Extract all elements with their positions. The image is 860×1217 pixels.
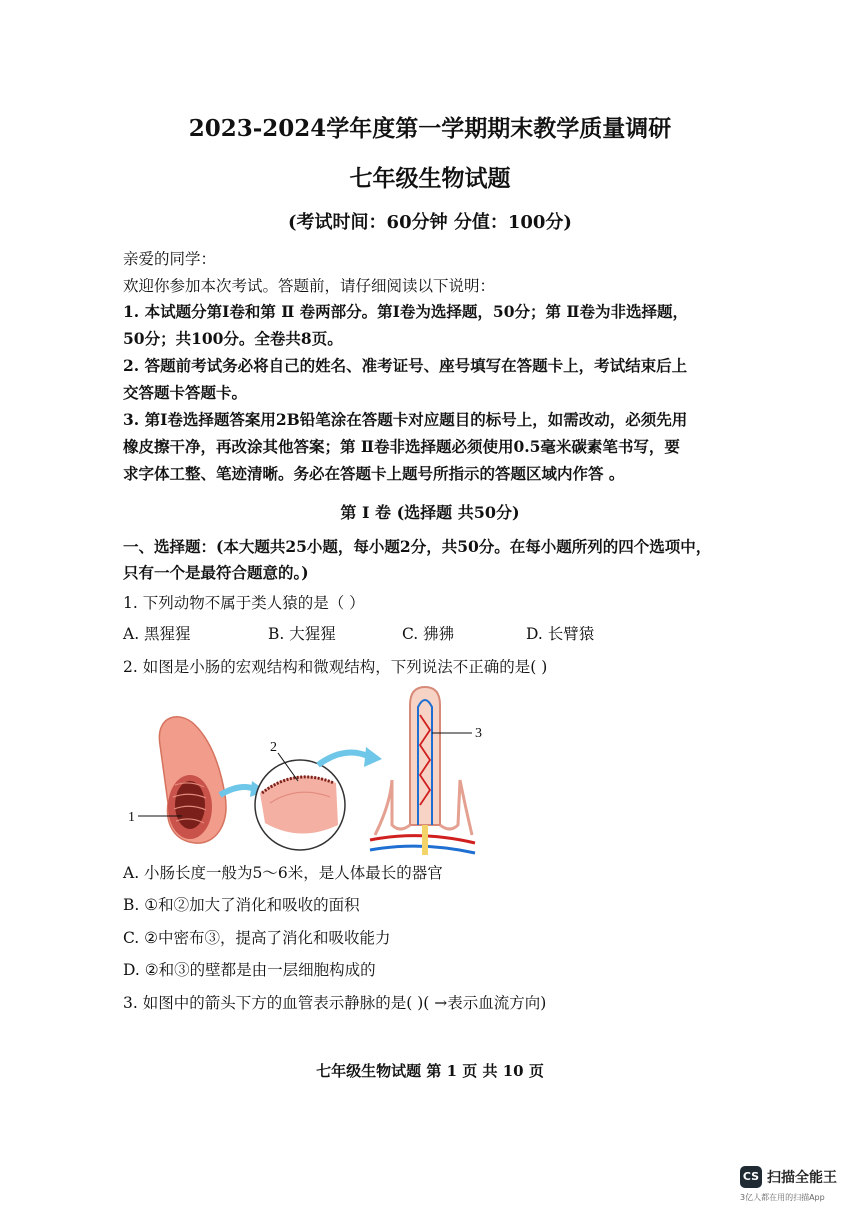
- watermark-tagline: 3亿人都在用的扫描App: [740, 1193, 825, 1202]
- arrow-2-icon: [318, 753, 370, 766]
- instruction-2-line-2: 交答题卡答题卡。: [123, 383, 248, 402]
- question-2-option-d: D. ②和③的壁都是由一层细胞构成的: [123, 961, 376, 979]
- magnified-fold: [255, 760, 345, 850]
- exam-title: 2023-2024学年度第一学期期末教学质量调研: [188, 115, 672, 142]
- watermark-name: 扫描全能王: [767, 1170, 837, 1186]
- exam-subtitle: 七年级生物试题: [349, 165, 511, 192]
- instruction-1-line-1: 1. 本试题分第Ⅰ卷和第 Ⅱ 卷两部分。第Ⅰ卷为选择题，50分；第 Ⅱ卷为非选择题，: [123, 302, 688, 321]
- section-heading-line-2: 只有一个是最符合题意的。): [123, 563, 309, 582]
- exam-info: (考试时间：60分钟 分值：100分): [288, 212, 572, 233]
- figure-label-3: 3: [475, 726, 482, 741]
- question-1-option-d: D. 长臂猿: [526, 625, 595, 643]
- scanner-watermark: [740, 1166, 844, 1206]
- question-1-option-a: A. 黑猩猩: [123, 625, 191, 643]
- page-footer: 七年级生物试题 第 1 页 共 10 页: [316, 1062, 544, 1080]
- question-2-option-a: A. 小肠长度一般为5～6米，是人体最长的器官: [123, 864, 443, 882]
- villus: [370, 687, 475, 855]
- arrow-1-icon: [220, 787, 255, 795]
- question-1-stem: 1. 下列动物不属于类人猿的是（ ）: [123, 594, 365, 612]
- figure-label-1: 1: [128, 810, 135, 825]
- question-2-stem: 2. 如图是小肠的宏观结构和微观结构，下列说法不正确的是( ): [123, 658, 548, 676]
- greeting: 亲爱的同学：: [123, 250, 217, 268]
- instruction-3-line-3: 求字体工整、笔迹清晰。务必在答题卡上题号所指示的答题区域内作答 。: [123, 464, 625, 483]
- question-3-stem: 3. 如图中的箭头下方的血管表示静脉的是( )( →表示血流方向): [123, 994, 547, 1012]
- small-intestine-figure: [120, 685, 500, 860]
- camscanner-logo-icon: CS: [740, 1166, 762, 1188]
- section-heading-line-1: 一、选择题：(本大题共25小题，每小题2分，共50分。在每小题所列的四个选项中，: [123, 537, 712, 556]
- instruction-3-line-2: 橡皮擦干净，再改涂其他答案；第 Ⅱ卷非选择题必须使用0.5毫米碳素笔书写，要: [123, 437, 680, 456]
- intro: 欢迎你参加本次考试。答题前，请仔细阅读以下说明：: [123, 277, 496, 295]
- question-1-option-b: B. 大猩猩: [268, 625, 336, 643]
- question-2-option-c: C. ②中密布③，提高了消化和吸收能力: [123, 929, 391, 947]
- figure-label-2: 2: [270, 740, 277, 755]
- instruction-3-line-1: 3. 第Ⅰ卷选择题答案用2B铅笔涂在答题卡对应题目的标号上，如需改动，必须先用: [123, 410, 688, 429]
- question-2-option-b: B. ①和②加大了消化和吸收的面积: [123, 896, 360, 914]
- intestine-tube: [159, 717, 226, 843]
- question-1-option-c: C. 狒狒: [402, 625, 455, 643]
- section-title: 第 Ⅰ 卷 (选择题 共50分): [340, 503, 520, 522]
- instruction-2-line-1: 2. 答题前考试务必将自己的姓名、准考证号、座号填写在答题卡上，考试结束后上: [123, 356, 688, 375]
- instruction-1-line-2: 50分；共100分。全卷共8页。: [123, 329, 343, 348]
